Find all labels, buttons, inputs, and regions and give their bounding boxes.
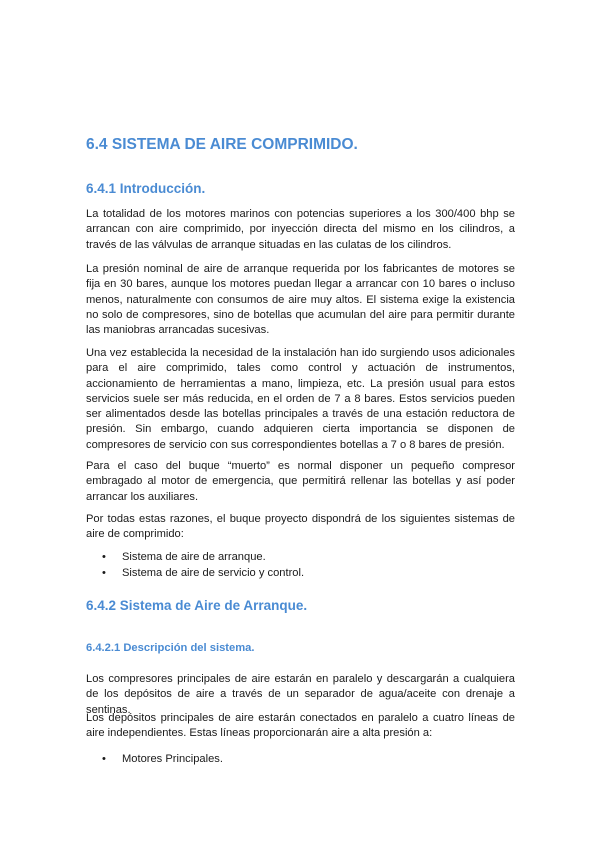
paragraph: Los compresores principales de aire estarán en paralelo y descargarán a cualquiera de los depósitos de aire a través de un separador de agua/aceite con drenaje a sentinas. xyxy=(86,673,515,716)
paragraph: La totalidad de los motores marinos con potencias superiores a los 300/400 bhp se arrancan con aire comprimido, por inyección directa del mismo en los cilindros, a través de las válvulas de arranque situadas en las culatas de los cilindros. xyxy=(86,208,515,251)
heading-aire-arranque: 6.4.2 Sistema de Aire de Arranque. xyxy=(86,598,308,613)
paragraph: Una vez establecida la necesidad de la instalación han ido surgiendo usos adicionales para el aire comprimido, tales como control y actuación de instrumentos, accionamiento de herramientas a mano, limpieza, etc. La presión usual para estos servicios suele ser más reducida, en el orden de 7 a 8 bares. Estos servicios pueden ser alimentados desde las botellas principales a través de una estación reductora de presión. Sin embargo, cuando adquieren cierta importancia se disponen de compresores de servicio con sus correspondientes botellas a 7 o 8 bares de presión. xyxy=(86,347,515,451)
list-item xyxy=(86,550,515,566)
bullet-list xyxy=(86,550,515,582)
bullet-list xyxy=(86,752,515,768)
heading-descripcion-sistema: 6.4.2.1 Descripción del sistema. xyxy=(86,642,255,654)
heading-introduccion: 6.4.1 Introducción. xyxy=(86,181,206,196)
list-item-text: Sistema de aire de servicio y control. xyxy=(122,566,305,579)
paragraph: Para el caso del buque “muerto” es normal disponer un pequeño compresor embragado al motor de emergencia, que permitirá rellenar las botellas y así poder arrancar los auxiliares. xyxy=(86,460,515,503)
paragraph: La presión nominal de aire de arranque requerida por los fabricantes de motores se fija en 30 bares, aunque los motores puedan llegar a arrancar con 10 bares o incluso menos, naturalmente con consumos de aire muy altos. El sistema exige la existencia no solo de compresores, sino de botellas que acumulan del aire para permitir durante las maniobras arrancadas sucesivas. xyxy=(86,263,515,337)
section-title: 6.4 SISTEMA DE AIRE COMPRIMIDO. xyxy=(86,136,358,153)
paragraph: Por todas estas razones, el buque proyecto dispondrá de los siguientes sistemas de aire de comprimido: xyxy=(86,513,515,541)
list-item-text: Motores Principales. xyxy=(122,753,223,765)
bullet-icon: • xyxy=(102,566,106,579)
paragraph: Los depósitos principales de aire estarán conectados en paralelo a cuatro líneas de aire independientes. Estas líneas proporcionarán aire a alta presión a: xyxy=(86,712,515,740)
list-item xyxy=(86,752,515,768)
list-item xyxy=(86,566,515,582)
bullet-icon: • xyxy=(102,551,106,563)
bullet-icon: • xyxy=(102,753,106,765)
list-item-text: Sistema de aire de arranque. xyxy=(122,551,266,563)
